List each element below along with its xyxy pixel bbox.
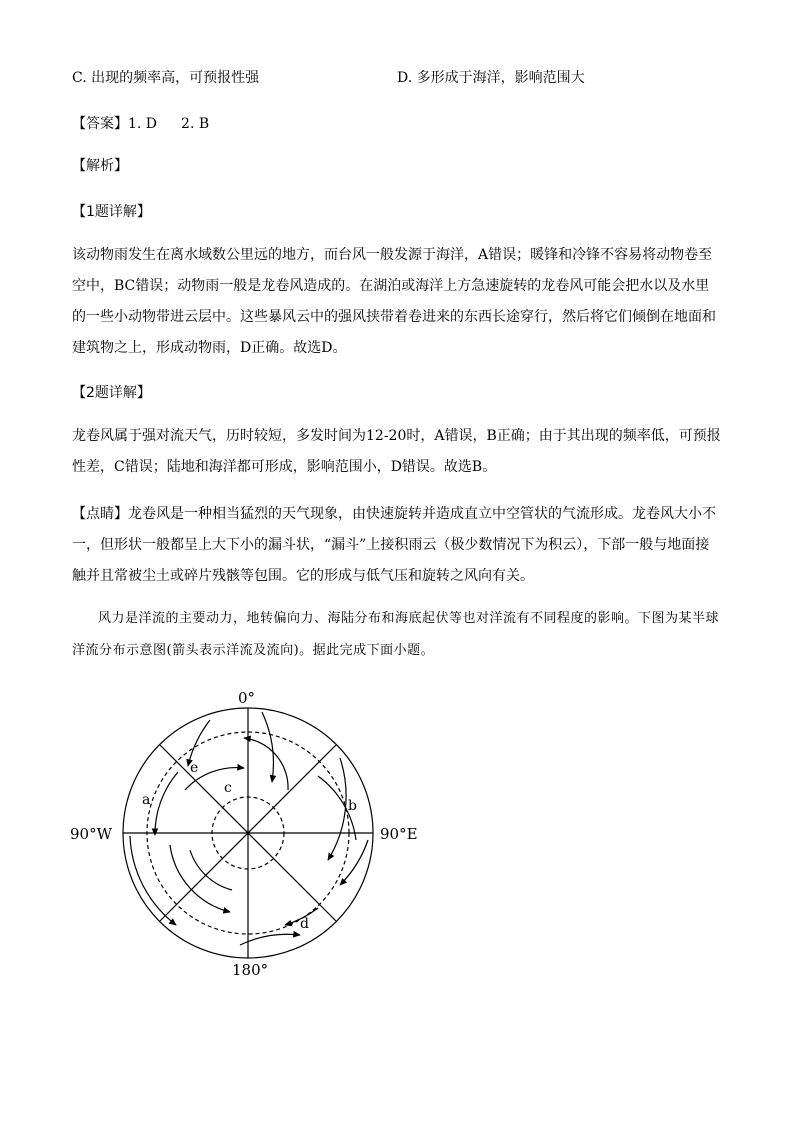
question-intro: 风力是洋流的主要动力，地转偏向力、海陆分布和海底起伏等也对洋流有不同程度的影响。下图为某半球洋流分布示意图(箭头表示洋流及流向)。据此完成下面小题。 bbox=[72, 611, 720, 658]
q1-explanation: 该动物雨发生在离水域数公里远的地方，而台风一般发源于海洋，A错误；暖锋和冷锋不容易将动物卷至空中，BC错误；动物雨一般是龙卷风造成的。在湖泊或海洋上方急速旋转的龙卷风可能会把水以及水里的一些小动物带进云层中。这些暴风云中的强风挟带着卷进来的东西长途穿行，然后将它们倾倒在地面和建筑物之上，形成动物雨，D正确。故选D。 bbox=[72, 247, 716, 356]
label-90e: 90°E bbox=[380, 825, 418, 843]
option-d: D. 多形成于海洋，影响范围大 bbox=[397, 70, 585, 86]
answer-tag: 【答案】 bbox=[72, 116, 128, 132]
q2-explanation: 龙卷风属于强对流天气，历时较短，多发时间为12-20时，A错误，B正确；由于其出现的频率低，可预报性差，C错误；陆地和海洋都可形成，影响范围小，D错误。故选B。 bbox=[72, 428, 721, 475]
option-c: C. 出现的频率高，可预报性强 bbox=[72, 70, 260, 86]
label-current-b: b bbox=[348, 798, 357, 814]
label-current-d: d bbox=[300, 916, 309, 932]
label-0-degree: 0° bbox=[238, 689, 256, 707]
q2-heading: 【2题详解】 bbox=[72, 385, 151, 401]
analysis-heading: 【解析】 bbox=[72, 158, 128, 174]
label-90w: 90°W bbox=[70, 825, 113, 843]
label-current-e: e bbox=[190, 760, 199, 776]
current-a-arrow bbox=[155, 772, 178, 835]
answer-q1: 1. D bbox=[128, 116, 158, 132]
current-b-arrow bbox=[328, 758, 346, 860]
answer-q2: 2. B bbox=[181, 116, 210, 132]
tip-tag: 【点睛】 bbox=[72, 506, 128, 522]
label-current-a: a bbox=[142, 792, 151, 808]
tip-text: 龙卷风是一种相当猛烈的天气现象，由快速旋转并造成直立中空管状的气流形成。龙卷风大小不一，但形状一般都呈上大下小的漏斗状，“漏斗”上接积雨云（极少数情况下为积云），下部一般与地面接触并且常被尘土或碎片残骸等包围。它的形成与低气压和旋转之风向有关。 bbox=[72, 506, 716, 584]
label-current-c: c bbox=[224, 780, 232, 796]
top-mid-arrow bbox=[244, 738, 288, 790]
q1-heading: 【1题详解】 bbox=[72, 204, 151, 220]
label-180-degree: 180° bbox=[232, 961, 269, 979]
bottom-arrow bbox=[240, 934, 300, 945]
